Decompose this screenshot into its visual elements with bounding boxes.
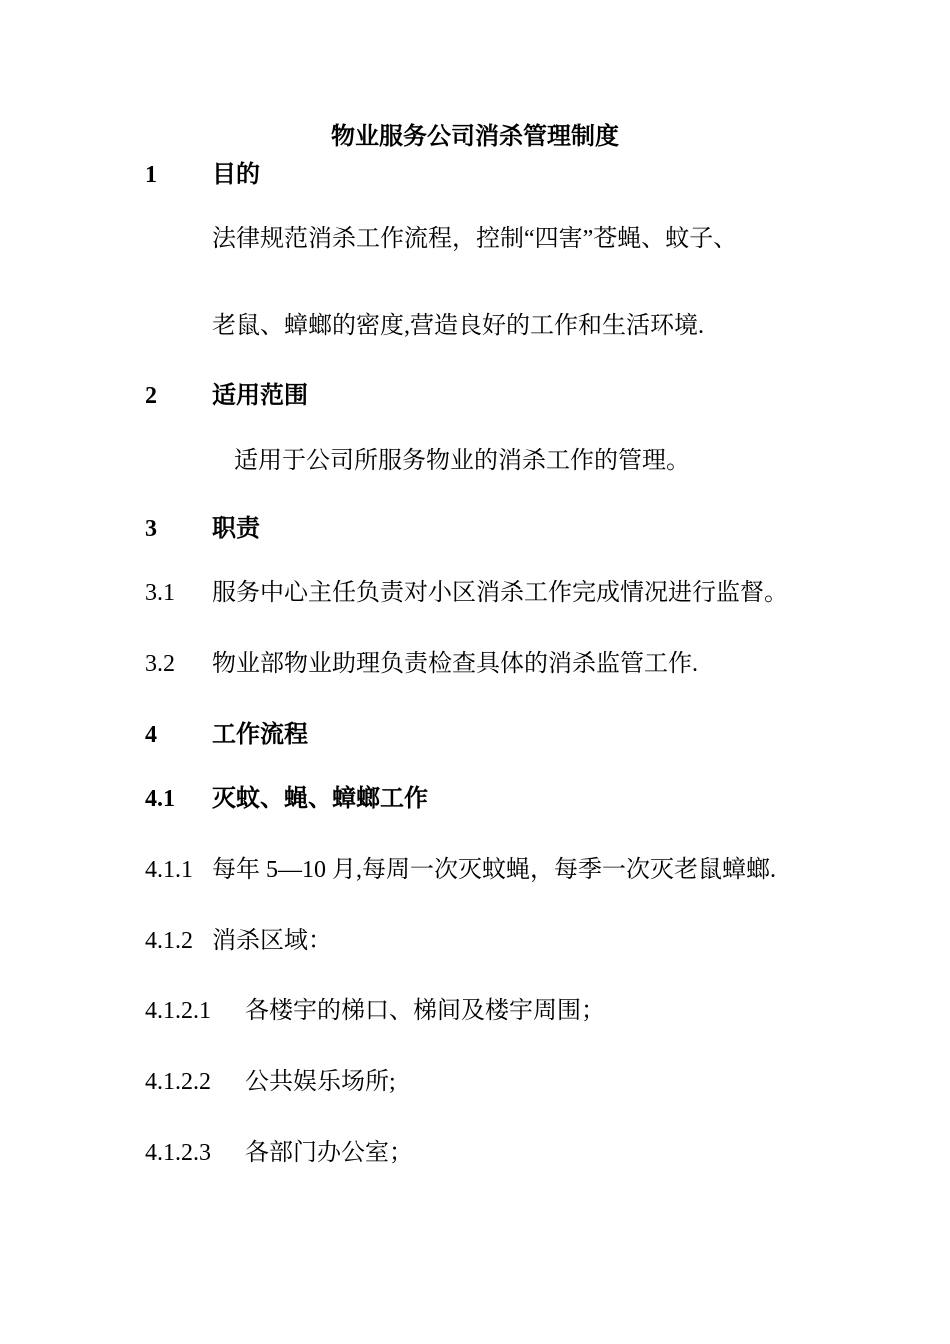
- purpose-text: 老鼠、蟑螂的密度,营造良好的工作和生活环境.: [212, 313, 704, 339]
- item-number: 4.1.2: [145, 928, 193, 954]
- section-number: 1: [145, 162, 157, 188]
- section-title: 适用范围: [212, 383, 308, 409]
- item-text: 消杀区域：: [212, 928, 332, 954]
- item-number: 3.2: [145, 651, 175, 677]
- purpose-text: 法律规范消杀工作流程，控制“四害”苍蝇、蚊子、: [212, 226, 738, 252]
- item-text: 每年 5—10 月,每周一次灭蚊蝇，每季一次灭老鼠蟑螂.: [212, 857, 776, 883]
- scope-text: 适用于公司所服务物业的消杀工作的管理。: [234, 448, 690, 474]
- item-text: 公共娱乐场所;: [245, 1069, 396, 1095]
- item-number: 3.1: [145, 580, 175, 606]
- section-number: 4.1: [145, 786, 175, 812]
- item-text: 物业部物业助理负责检查具体的消杀监管工作.: [212, 651, 698, 677]
- section-title: 灭蚊、蝇、蟑螂工作: [212, 786, 428, 812]
- section-title: 目的: [212, 162, 260, 188]
- item-number: 4.1.2.2: [145, 1069, 211, 1095]
- document-title: 物业服务公司消杀管理制度: [331, 124, 619, 150]
- item-text: 服务中心主任负责对小区消杀工作完成情况进行监督。: [212, 580, 788, 606]
- item-number: 4.1.2.3: [145, 1140, 211, 1166]
- item-number: 4.1.2.1: [145, 998, 211, 1024]
- section-title: 工作流程: [212, 722, 308, 748]
- item-text: 各部门办公室；: [245, 1140, 413, 1166]
- item-text: 各楼宇的梯口、梯间及楼宇周围；: [245, 998, 605, 1024]
- section-number: 4: [145, 722, 157, 748]
- section-number: 3: [145, 516, 157, 542]
- item-number: 4.1.1: [145, 857, 193, 883]
- section-title: 职责: [212, 516, 260, 542]
- section-number: 2: [145, 383, 157, 409]
